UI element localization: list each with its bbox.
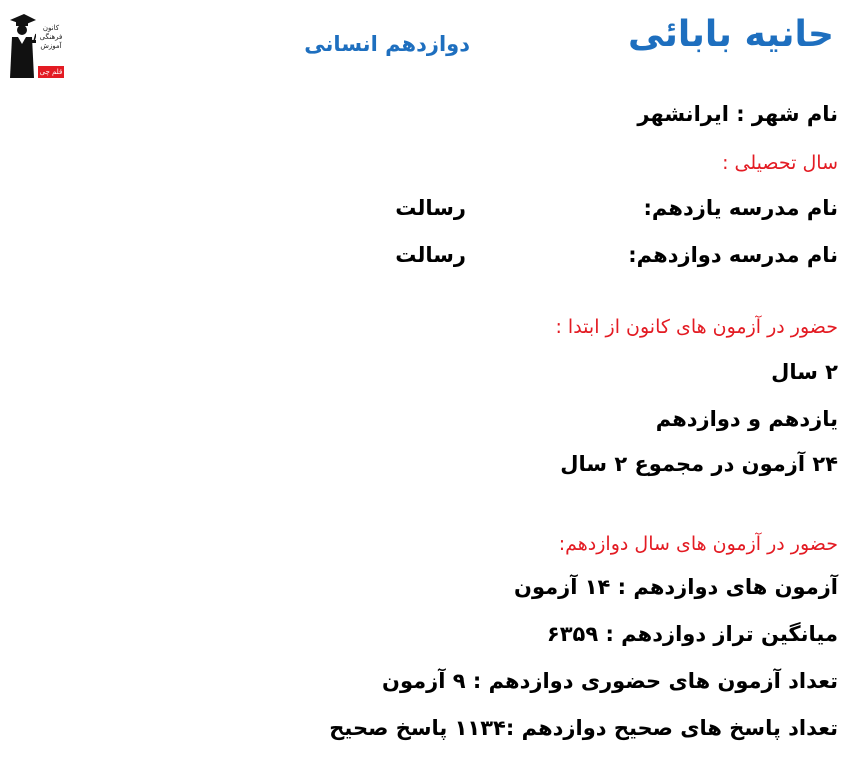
attendance-total-heading: حضور در آزمون های کانون از ابتدا : (555, 316, 838, 338)
attendance-grades: یازدهم و دوازدهم (655, 407, 838, 431)
school-value: رسالت (395, 243, 466, 267)
attendance-years: ۲ سال (771, 360, 838, 384)
academic-year-label: سال تحصیلی : (722, 152, 838, 174)
exams-12: آزمون های دوازدهم : ۱۴ آزمون (514, 575, 838, 599)
field-of-study: دوازدهم انسانی (304, 32, 470, 56)
city-line: نام شهر : ایرانشهر (637, 102, 838, 126)
average-score-12: میانگین تراز دوازدهم : ۶۳۵۹ (546, 622, 838, 646)
logo-line-2: فرهنگی (39, 33, 63, 41)
logo-text (36, 24, 66, 51)
attendance-total-exams: ۲۴ آزمون در مجموع ۲ سال (560, 452, 838, 476)
school-label: نام مدرسه یازدهم: (643, 196, 838, 220)
logo-line-1: کانون (42, 24, 60, 32)
school-row-11 (395, 196, 838, 226)
logo-line-3: آموزش (40, 42, 62, 50)
school-row-12 (395, 243, 838, 273)
in-person-exams-12: تعداد آزمون های حضوری دوازدهم : ۹ آزمون (382, 669, 838, 693)
correct-answers-12: تعداد پاسخ های صحیح دوازدهم :۱۱۳۴ پاسخ صحیح (329, 716, 838, 740)
logo-badge: قلم چی (39, 68, 63, 76)
school-label: نام مدرسه دوازدهم: (628, 243, 838, 267)
school-value: رسالت (395, 196, 466, 220)
attendance-12-heading: حضور در آزمون های سال دوازدهم: (558, 533, 838, 555)
graduate-figure-icon (8, 10, 36, 82)
student-name: حانیه بابائی (627, 14, 834, 55)
kanoon-logo (8, 10, 64, 82)
